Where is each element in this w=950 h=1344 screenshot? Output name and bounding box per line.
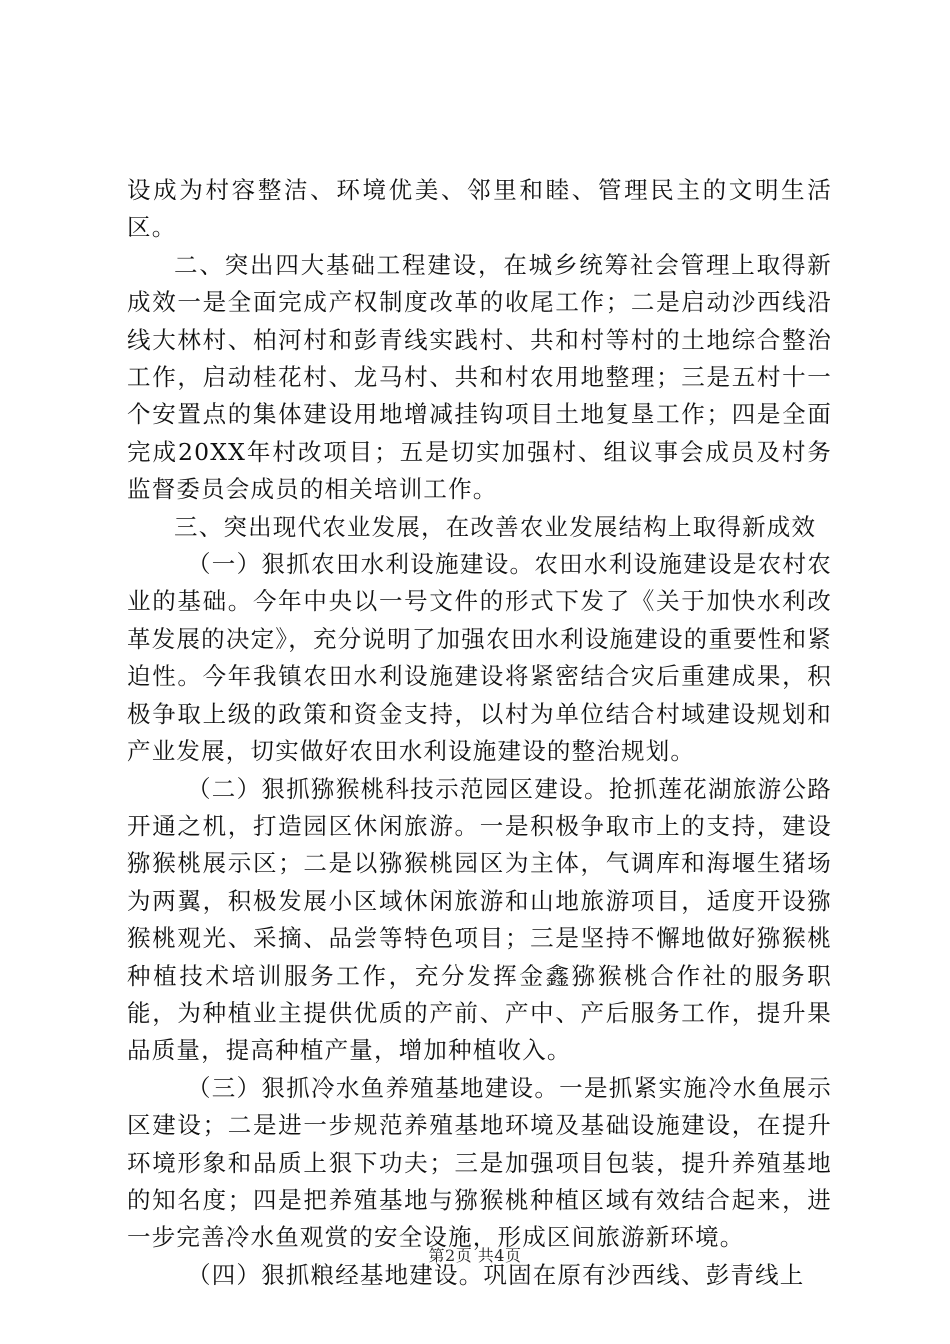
paragraph-item-two: （二）狠抓猕猴桃科技示范园区建设。抢抓莲花湖旅游公路开通之机，打造园区休闲旅游。一是积极争取市上的支持，建设猕猴桃展示区；二是以猕猴桃园区为主体，气调库和海堰生猪场为两翼，积极发展小区域休闲旅游和山地旅游项目，适度开设猕猴桃观光、采摘、品尝等特色项目；三是坚持不懈地做好猕猴桃种植技术培训服务工作，充分发挥金鑫猕猴桃合作社的服务职能，为种植业主提供优质的产前、产中、产后服务工作，提升果品质量，提高种植产量，增加种植收入。 xyxy=(127,774,832,1065)
paragraph-item-three: （三）狠抓冷水鱼养殖基地建设。一是抓紧实施冷水鱼展示区建设；二是进一步规范养殖基地环境及基础设施建设，在提升环境形象和品质上狠下功夫；三是加强项目包装，提升养殖基地的知名度；四是把养殖基地与猕猴桃种植区域有效结合起来，进一步完善冷水鱼观赏的安全设施，形成区间旅游新环境。 xyxy=(127,1073,832,1252)
page-number-footer: 第2页 共4页 xyxy=(428,1246,522,1265)
document-body xyxy=(127,172,832,1294)
paragraph-continuation: 设成为村容整洁、环境优美、邻里和睦、管理民主的文明生活区。 xyxy=(127,176,832,242)
paragraph-section-two: 二、突出四大基础工程建设，在城乡统筹社会管理上取得新成效一是全面完成产权制度改革的收尾工作；二是启动沙西线沿线大林村、柏河村和彭青线实践村、共和村等村的土地综合整治工作，启动桂花村、龙马村、共和村农用地整理；三是五村十一个安置点的集体建设用地增减挂钩项目土地复垦工作；四是全面完成20XX年村改项目；五是切实加强村、组议事会成员及村务监督委员会成员的相关培训工作。 xyxy=(127,250,832,504)
paragraph-item-four: （四）狠抓粮经基地建设。巩固在原有沙西线、彭青线上 xyxy=(187,1260,805,1289)
paragraph-item-one: （一）狠抓农田水利设施建设。农田水利设施建设是农村农业的基础。今年中央以一号文件的形式下发了《关于加快水利改革发展的决定》，充分说明了加强农田水利设施建设的重要性和紧迫性。今年我镇农田水利设施建设将紧密结合灾后重建成果，积极争取上级的政策和资金支持，以村为单位结合村域建设规划和产业发展，切实做好农田水利设施建设的整治规划。 xyxy=(127,550,832,766)
paragraph-section-three-heading: 三、突出现代农业发展，在改善农业发展结构上取得新成效 xyxy=(174,512,817,541)
